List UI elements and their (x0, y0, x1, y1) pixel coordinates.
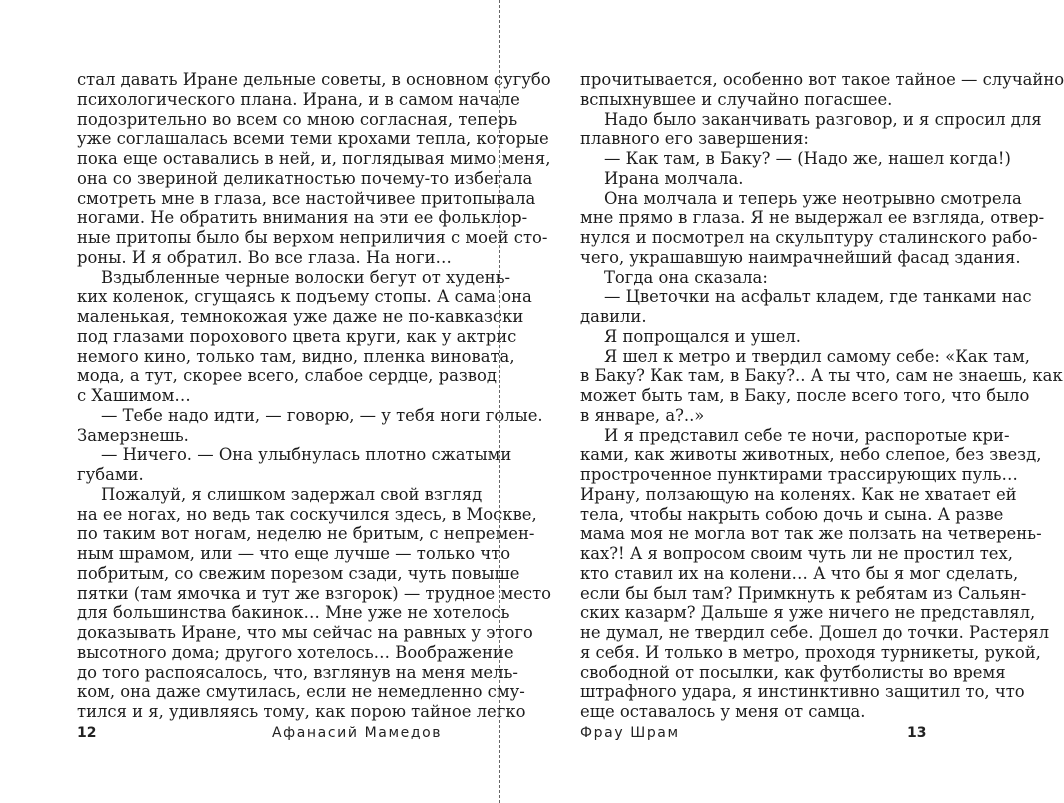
text-line: в Баку? Как там, в Баку?.. А ты что, сам не знаешь, как (580, 366, 1063, 386)
text-line: кто ставил их на колени… А что бы я мог сделать, (580, 563, 1019, 583)
text-line: может быть там, в Баку, после всего того, что было (580, 386, 1030, 405)
left-page-text (77, 70, 552, 722)
text-line: Ирану, ползающую на коленях. Как не хватает ей (580, 484, 1017, 504)
text-line: маленькая, темнокожая уже даже не по-кавказски (77, 307, 524, 326)
text-line: — Цветочки на асфальт кладем, где танками нас (604, 287, 1032, 307)
text-line: Надо было заканчивать разговор, и я спросил для (604, 109, 1042, 129)
text-line: мне прямо в глаза. Я не выдержал ее взгляда, отвер- (580, 208, 1045, 228)
text-line: — Тебе надо идти, — говорю, — у тебя ноги голые. (101, 405, 543, 425)
text-line: — Ничего. — Она улыбнулась плотно сжатыми (101, 445, 512, 465)
text-line: Пожалуй, я слишком задержал свой взгляд (101, 484, 483, 504)
text-line: я себя. И только в метро, проходя турникеты, рукой, (580, 642, 1041, 662)
text-line: пятки (там ямочка и тут же взгорок) — трудное место (77, 583, 552, 603)
text-line: Замерзнешь. (77, 425, 189, 445)
text-line: она со звериной деликатностью почему-то избегала (77, 168, 533, 188)
text-line: мода, а тут, скорее всего, слабое сердце, развод (77, 366, 497, 386)
text-line: губами. (77, 465, 144, 484)
text-line: ным шрамом, или — что еще лучше — только что (77, 544, 511, 563)
text-line: высотного дома; другого хотелось… Воображение (77, 642, 514, 662)
text-line: пока еще оставались в ней, и, поглядывая мимо меня, (77, 149, 551, 168)
text-line: Тогда она сказала: (604, 267, 768, 287)
text-line: — Как там, в Баку? — (Надо же, нашел когда!) (604, 149, 1011, 168)
text-line: под глазами порохового цвета круги, как у актрис (77, 326, 517, 346)
text-line: с Хашимом… (77, 386, 191, 405)
text-line: роны. И я обратил. Во все глаза. На ноги… (77, 247, 452, 267)
text-line: штрафного удара, я инстинктивно защитил то, что (580, 682, 1025, 702)
text-line: давили. (580, 307, 647, 326)
text-line: уже соглашалась всеми теми крохами тепла, которые (77, 129, 549, 149)
text-line: подозрительно во всем со мною согласная, теперь (77, 109, 518, 129)
text-line: психологического плана. Ирана, и в самом начале (77, 89, 520, 109)
text-line: ских казарм? Дальше я уже ничего не представлял, (580, 603, 1036, 623)
text-line: мама моя не могла вот так же ползать на четверень- (580, 524, 1042, 544)
text-line: немого кино, только там, видно, пленка виновата, (77, 346, 515, 366)
text-line: ные притопы было бы верхом неприличия с моей сто- (77, 228, 548, 247)
text-line: для большинства бакинок… Мне уже не хотелось (77, 603, 510, 623)
text-line: еще оставалось у меня от самца. (580, 702, 866, 721)
text-line: Ирана молчала. (604, 168, 744, 188)
text-line: ками, как животы животных, небо слепое, без звезд, (580, 445, 1042, 465)
right-running-head: Фрау Шрам (580, 725, 680, 741)
text-line: Вздыбленные черные волоски бегут от худень- (101, 267, 511, 287)
text-line: не думал, не твердил себе. Дошел до точки. Растерял (580, 623, 1050, 642)
text-line: плавного его завершения: (580, 129, 809, 149)
text-line: прочитывается, особенно вот такое тайное — случайно (580, 70, 1064, 89)
text-line: Я шел к метро и твердил самому себе: «Как там, (604, 346, 1030, 366)
text-line: тела, чтобы накрыть собою дочь и сына. А разве (580, 504, 1004, 524)
text-line: ких коленок, сгущаясь к подъему стопы. А сама она (77, 287, 532, 307)
right-page-text (580, 70, 1064, 722)
text-line: тился и я, удивляясь тому, как порою тайное легко (77, 702, 526, 721)
text-line: побритым, со свежим порезом сзади, чуть повыше (77, 563, 520, 583)
text-line: вспыхнувшее и случайно погасшее. (580, 89, 893, 109)
text-line: до того распоясалось, что, взглянув на меня мель- (77, 662, 518, 682)
text-line: свободной от посылки, как футболисты во время (580, 662, 1006, 682)
text-line: доказывать Иране, что мы сейчас на равных у этого (77, 623, 533, 642)
text-line: Я попрощался и ушел. (604, 326, 802, 346)
text-line: И я представил себе те ночи, распоротые кри- (604, 425, 1010, 445)
text-line: смотреть мне в глаза, все настойчивее притопывала (77, 188, 536, 208)
text-line: ногами. Не обратить внимания на эти ее фольклор- (77, 208, 528, 228)
text-line: стал давать Иране дельные советы, в основном сугубо (77, 70, 551, 89)
text-line: на ее ногах, но ведь так соскучился здесь, в Москве, (77, 504, 537, 524)
text-line: Она молчала и теперь уже неотрывно смотрела (604, 188, 1022, 208)
text-line: в январе, а?..» (580, 405, 705, 425)
text-line: если бы был там? Примкнуть к ребятам из Сальян- (580, 583, 1027, 603)
text-line: простроченное пунктирами трассирующих пуль… (580, 465, 1018, 484)
left-page-number: 12 (77, 725, 97, 741)
right-page-number: 13 (907, 725, 927, 741)
text-line: ках?! А я вопросом своим чуть ли не простил тех, (580, 544, 1013, 563)
text-line: нулся и посмотрел на скульптуру сталинского рабо- (580, 228, 1038, 247)
text-line: чего, украшавшую наимрачнейший фасад здания. (580, 247, 1021, 267)
text-line: ком, она даже смутилась, если не немедленно сму- (77, 682, 525, 702)
right-page (500, 0, 1064, 803)
text-line: по таким вот ногам, неделю не бритым, с непремен- (77, 524, 535, 544)
left-running-head: Афанасий Мамедов (272, 725, 443, 741)
